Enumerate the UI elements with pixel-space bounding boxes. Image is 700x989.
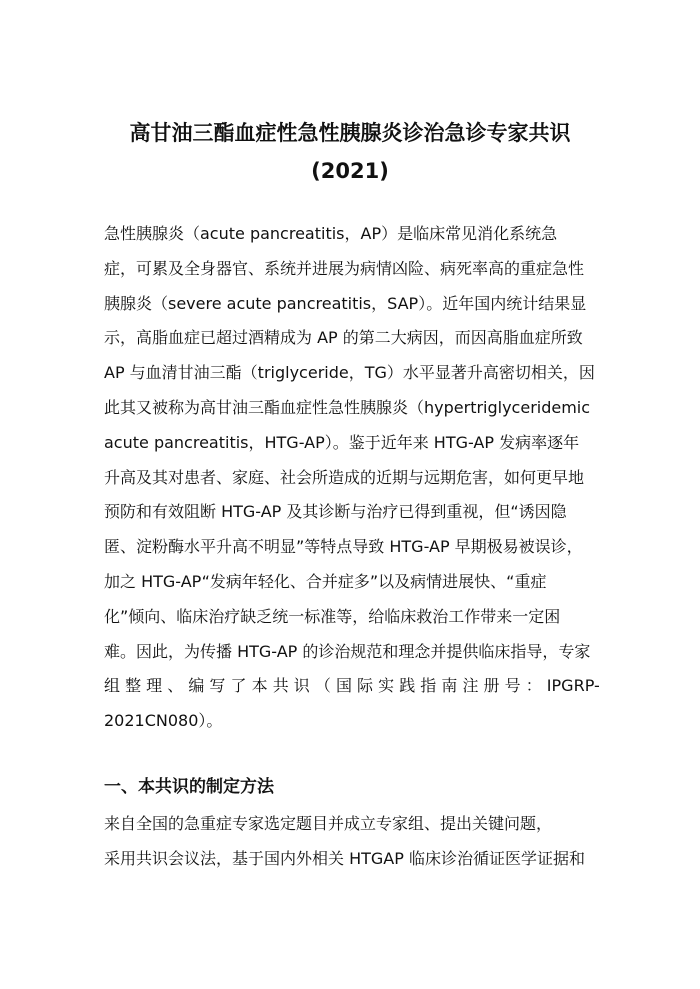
text-line: 此其又被称为高甘油三酯血症性急性胰腺炎（hypertriglyceridemic [104,397,591,417]
text-line: 组 整 理 、 编 写 了 本 共 识 （ 国 际 实 践 指 南 注 册 号 ： IPGRP- [104,676,600,696]
document-title-year: (2021) [311,159,389,183]
section-heading: 一、本共识的制定方法 [104,777,274,797]
text-line: 急性胰腺炎（acute pancreatitis，AP）是临床常见消化系统急 [104,224,558,243]
text-line: 升高及其对患者、家庭、社会所造成的近期与远期危害，如何更早地 [104,467,585,487]
text-line: 加之 HTG-AP“发病年轻化、合并症多”以及病情进展快、“重症 [104,571,547,591]
text-line: 症，可累及全身器官、系统并进展为病情凶险、病死率高的重症急性 [104,258,585,278]
text-line: 2021CN080）。 [104,711,223,731]
text-line: 胰腺炎（severe acute pancreatitis，SAP）。近年国内统计结果显 [104,293,587,313]
text-line: 预防和有效阻断 HTG-AP 及其诊断与治疗已得到重视，但“诱因隐 [104,502,567,522]
text-line: 示，高脂血症已超过酒精成为 AP 的第二大病因，而因高脂血症所致 [104,328,583,348]
intro-paragraph [104,217,598,739]
methods-paragraph [104,807,598,877]
text-line: 来自全国的急重症专家选定题目并成立专家组、提出关键问题， [104,814,553,833]
text-line: 难。因此，为传播 HTG-AP 的诊治规范和理念并提供临床指导，专家 [104,641,591,661]
document-title: 高甘油三酯血症性急性胰腺炎诊治急诊专家共识 [129,121,571,145]
text-line: 化”倾向、临床治疗缺乏统一标准等，给临床救治工作带来一定困 [104,606,561,626]
text-line: AP 与血清甘油三酯（triglyceride，TG）水平显著升高密切相关，因 [104,363,595,383]
text-line: 采用共识会议法，基于国内外相关 HTGAP 临床诊治循证医学证据和 [104,848,585,868]
text-line: acute pancreatitis，HTG-AP）。鉴于近年来 HTG-AP 发病率逐年 [104,432,580,452]
text-line: 匿、淀粉酶水平升高不明显”等特点导致 HTG-AP 早期极易被误诊， [104,537,583,557]
